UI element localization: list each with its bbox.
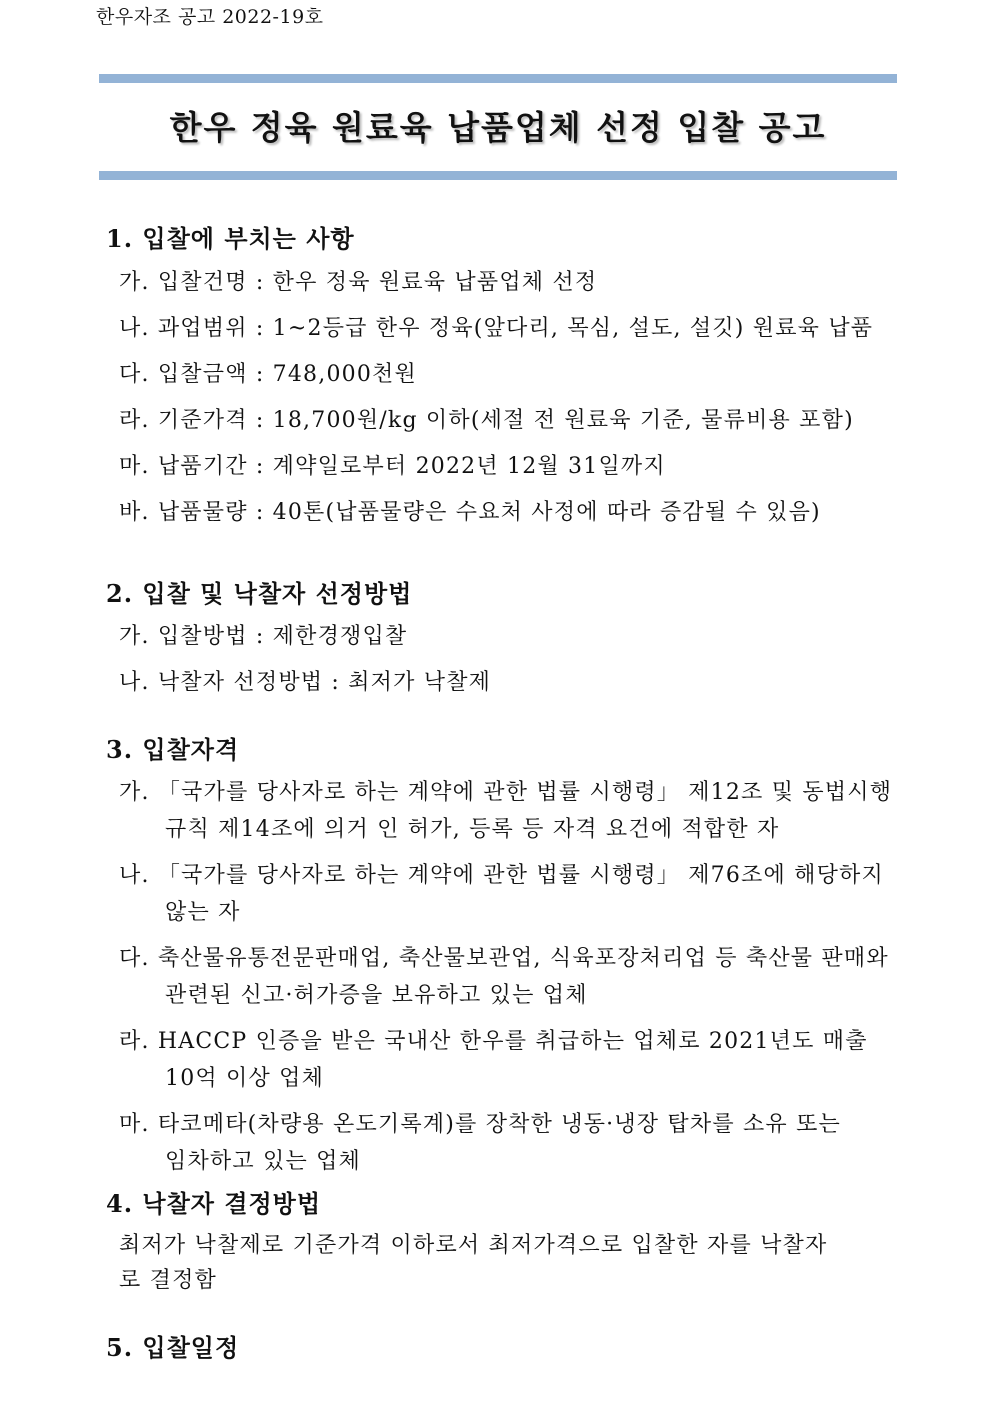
section-1-heading: 1. 입찰에 부치는 사항 (106, 224, 355, 253)
item-marker: 나. (119, 316, 150, 341)
title-bottom-rule (99, 171, 897, 180)
item-marker: 다. (119, 946, 150, 971)
item-text-line1: HACCP 인증을 받은 국내산 한우를 취급하는 업체로 2021년도 매출 (157, 1029, 868, 1054)
section-4-heading: 4. 낙찰자 결정방법 (106, 1189, 322, 1218)
section-3-item-c (119, 940, 899, 1014)
item-text: 납품기간 : 계약일로부터 2022년 12월 31일까지 (157, 454, 666, 479)
item-text-line2: 임차하고 있는 업체 (165, 1149, 362, 1174)
item-marker: 마. (119, 454, 150, 479)
section-1-item-b (119, 310, 899, 347)
item-text: 입찰건명 : 한우 정육 원료육 납품업체 선정 (157, 270, 598, 295)
item-marker: 가. (119, 270, 150, 295)
section-5-heading: 5. 입찰일정 (106, 1333, 240, 1362)
item-marker: 라. (119, 408, 150, 433)
item-marker: 나. (119, 863, 150, 888)
item-text: 입찰방법 : 제한경쟁입찰 (157, 624, 408, 649)
section-1-item-d (119, 402, 899, 439)
item-marker: 라. (119, 1029, 150, 1054)
section-4-paragraph (119, 1228, 899, 1298)
title-top-rule (99, 74, 897, 83)
paragraph-line1: 최저가 낙찰제로 기준가격 이하로서 최저가격으로 입찰한 자를 낙찰자 (119, 1233, 828, 1258)
section-2-item-a (119, 618, 899, 655)
item-text: 낙찰자 선정방법 : 최저가 낙찰제 (157, 670, 492, 695)
section-3-item-a (119, 774, 899, 848)
item-marker: 가. (119, 624, 150, 649)
item-marker: 바. (119, 500, 150, 525)
section-1-item-e (119, 448, 899, 485)
section-1-item-f (119, 494, 899, 531)
item-text-line1: 축산물유통전문판매업, 축산물보관업, 식육포장처리업 등 축산물 판매와 (157, 946, 889, 971)
section-3-item-b (119, 857, 899, 931)
page-title: 한우 정육 원료육 납품업체 선정 입찰 공고 (169, 108, 827, 147)
item-marker: 다. (119, 362, 150, 387)
section-2-heading: 2. 입찰 및 낙찰자 선정방법 (106, 579, 413, 608)
section-3-item-d (119, 1023, 899, 1097)
paragraph-line2: 로 결정함 (119, 1268, 218, 1293)
item-text-line1: 타코메타(차량용 온도기록계)를 장착한 냉동·냉장 탑차를 소유 또는 (157, 1112, 841, 1137)
item-marker: 마. (119, 1112, 150, 1137)
item-text: 입찰금액 : 748,000천원 (157, 362, 417, 387)
item-marker: 가. (119, 780, 150, 805)
item-text-line2: 규칙 제14조에 의거 인 허가, 등록 등 자격 요건에 적합한 자 (165, 817, 780, 842)
section-1-item-a (119, 264, 899, 301)
item-text-line2: 10억 이상 업체 (165, 1066, 325, 1091)
notice-number: 한우자조 공고 2022-19호 (96, 6, 324, 28)
section-1-item-c (119, 356, 899, 393)
section-3-heading: 3. 입찰자격 (106, 735, 240, 764)
item-text: 납품물량 : 40톤(납품물량은 수요처 사정에 따라 증감될 수 있음) (157, 500, 821, 525)
item-text: 기준가격 : 18,700원/kg 이하(세절 전 원료육 기준, 물류비용 포함) (157, 408, 854, 433)
item-text: 과업범위 : 1~2등급 한우 정육(앞다리, 목심, 설도, 설깃) 원료육 납품 (157, 316, 874, 341)
item-text-line1: 「국가를 당사자로 하는 계약에 관한 법률 시행령」 제12조 및 동법시행 (157, 780, 893, 805)
section-2-item-b (119, 664, 899, 701)
item-text-line2: 않는 자 (165, 900, 241, 925)
section-3-item-e (119, 1106, 899, 1180)
item-text-line2: 관련된 신고·허가증을 보유하고 있는 업체 (165, 983, 588, 1008)
item-marker: 나. (119, 670, 150, 695)
item-text-line1: 「국가를 당사자로 하는 계약에 관한 법률 시행령」 제76조에 해당하지 (157, 863, 884, 888)
